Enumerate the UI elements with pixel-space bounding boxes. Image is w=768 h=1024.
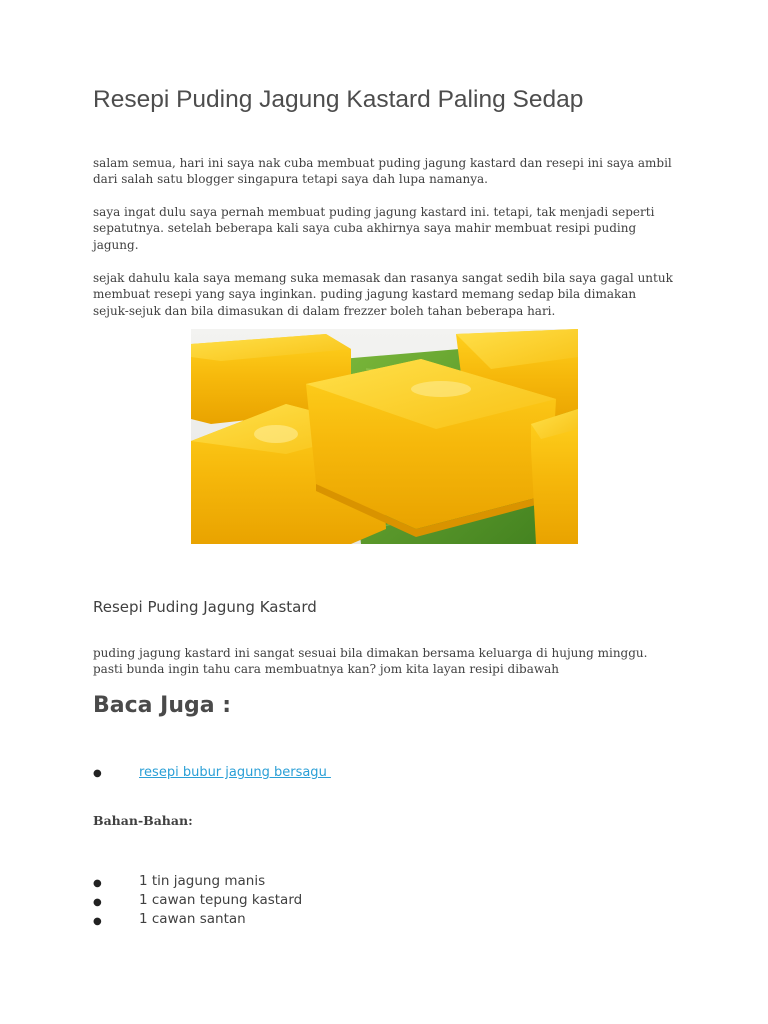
ingredients-heading: Bahan-Bahan: (93, 813, 193, 828)
page-title: Resepi Puding Jagung Kastard Paling Sedap (93, 86, 584, 113)
bullet-icon: ● (93, 768, 102, 779)
baca-juga-heading: Baca Juga : (93, 693, 232, 718)
bullet-icon: ● (93, 897, 102, 908)
related-recipe-link[interactable]: resepi bubur jagung bersagu (139, 765, 331, 780)
bullet-icon: ● (93, 878, 102, 889)
paragraph-2: saya ingat dulu saya pernah membuat puding jagung kastard ini. tetapi, tak menjadi seperti sepatutnya. setelah beberapa kali saya cuba akhirnya saya mahir membuat resipi puding jagung. (93, 205, 655, 252)
ingredient-item: 1 cawan tepung kastard (139, 892, 303, 908)
recipe-intro: puding jagung kastard ini sangat sesuai bila dimakan bersama keluarga di hujung minggu. pasti bunda ingin tahu cara membuatnya kan? jom kita layan resipi dibawah (93, 646, 648, 677)
recipe-subheading: Resepi Puding Jagung Kastard (93, 598, 317, 616)
pudding-photo (191, 329, 578, 544)
paragraph-1: salam semua, hari ini saya nak cuba membuat puding jagung kastard dan resepi ini saya ambil dari salah satu blogger singapura tetapi saya dah lupa namanya. (93, 156, 672, 187)
paragraph-3: sejak dahulu kala saya memang suka memasak dan rasanya sangat sedih bila saya gagal untuk membuat resepi yang saya inginkan. puding jagung kastard memang sedap bila dimakan sejuk-sejuk dan bila dimasukan di dalam frezzer boleh tahan beberapa hari. (93, 271, 673, 318)
ingredient-item: 1 tin jagung manis (139, 873, 266, 889)
ingredient-item: 1 cawan santan (139, 911, 246, 927)
bullet-icon: ● (93, 916, 102, 927)
